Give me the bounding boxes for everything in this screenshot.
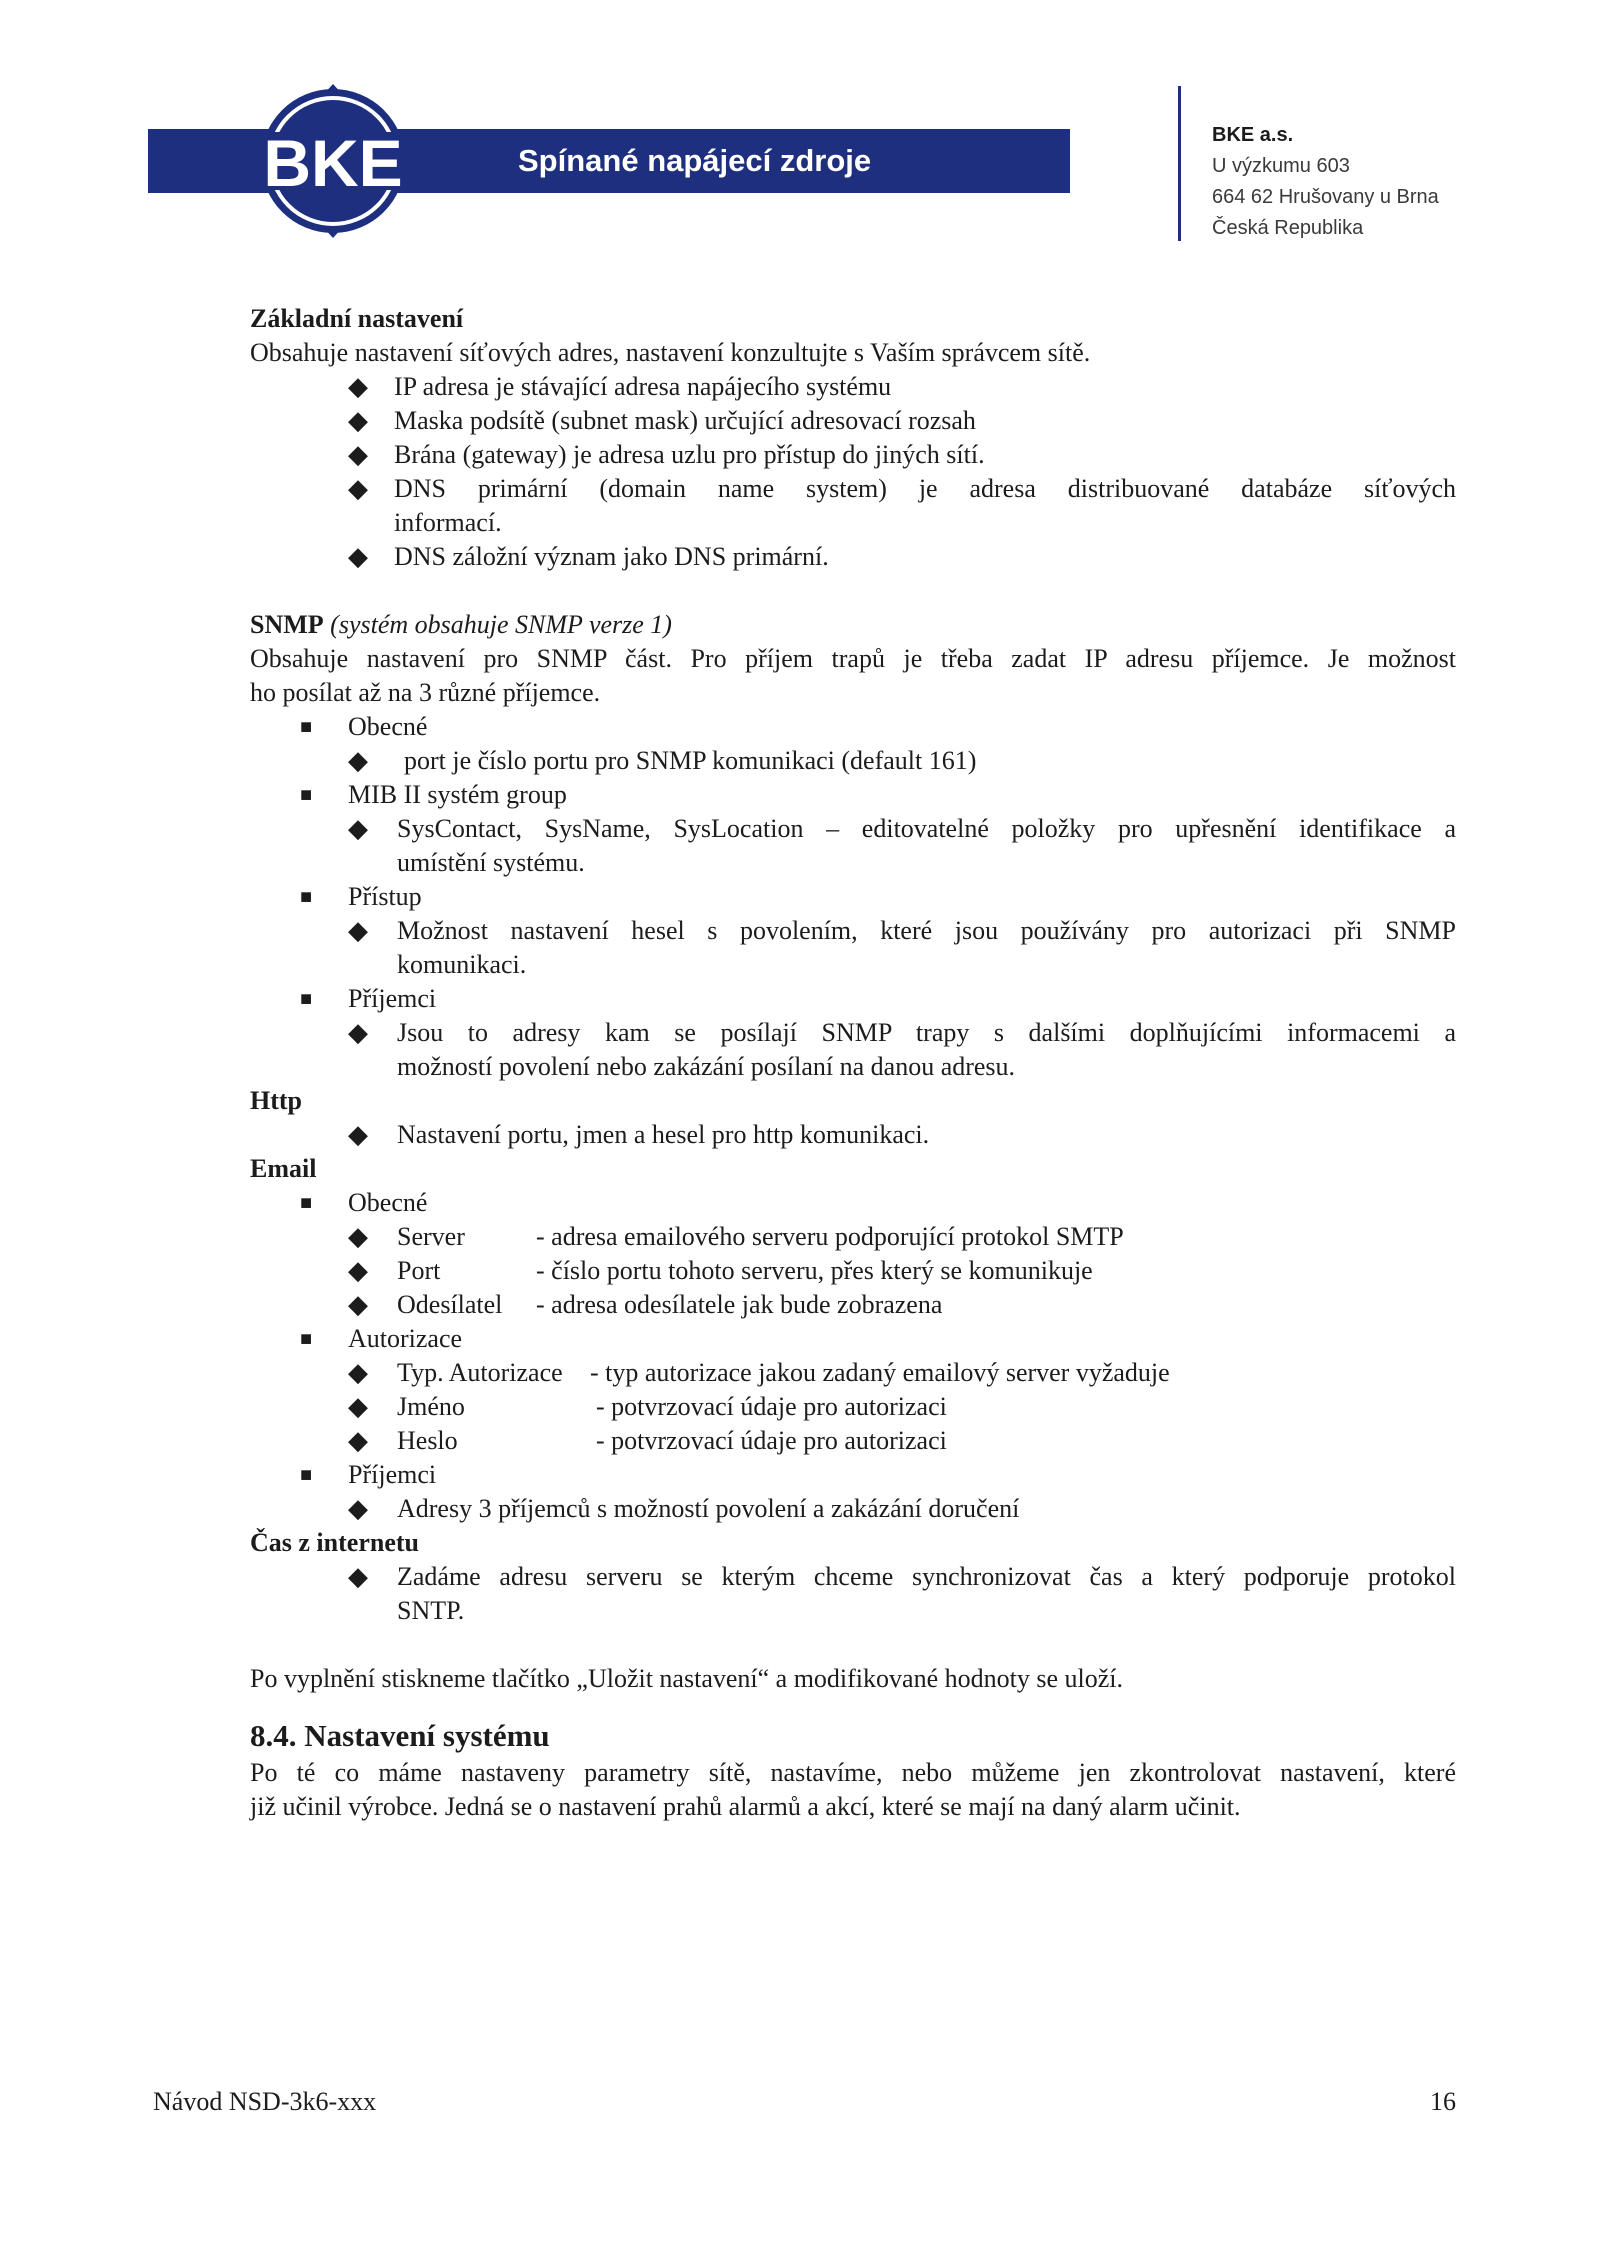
snmp-intro-1: Obsahuje nastavení pro SNMP část. Pro příjem trapů je třeba zadat IP adresu příjemce. Je možnost [250,644,1456,673]
list-item: ◆ Jméno - potvrzovací údaje pro autorizaci [250,1390,1456,1424]
heading-http: Http [250,1086,302,1115]
diamond-bullet-icon: ◆ [348,1120,368,1149]
page-header [0,0,1600,260]
diamond-bullet-icon: ◆ [348,372,368,401]
closing-paragraph: Po vyplnění stiskneme tlačítko „Uložit nastavení“ a modifikované hodnoty se uloží. [250,1664,1123,1693]
diamond-bullet-icon: ◆ [348,440,368,469]
snmp-intro-2: ho posílat až na 3 různé příjemce. [250,678,601,707]
diamond-bullet-icon: ◆ [348,1222,368,1251]
address-country: Česká Republika [1212,217,1364,239]
list-item: ■ MIB II systém group [250,778,1456,812]
page-content [250,302,1456,1824]
list-item-continuation: umístění systému. [397,848,585,877]
list-item: ■ Přístup [250,880,1456,914]
list-item: ◆ DNS záložní význam jako DNS primární. [250,540,1456,574]
square-bullet-icon: ■ [300,1328,313,1350]
list-item-continuation: možností povolení nebo zakázání posílaní na danou adresu. [397,1052,1016,1081]
footer-page-number: 16 [1430,2087,1456,2116]
zakladni-intro: Obsahuje nastavení síťových adres, nastavení konzultujte s Vaším správcem sítě. [250,338,1091,367]
diamond-bullet-icon: ◆ [348,1256,368,1285]
logo-text: BKE [263,126,403,200]
banner-title: Spínané napájecí zdroje [518,143,872,178]
square-bullet-icon: ■ [300,988,313,1010]
list-item: ◆ Možnost nastavení hesel s povolením, které jsou používány pro autorizaci při SNMP [250,914,1456,948]
list-item: ◆ Odesílatel - adresa odesílatele jak bude zobrazena [250,1288,1456,1322]
bke-logo-icon [238,80,428,242]
header-divider [1178,86,1181,241]
square-bullet-icon: ■ [300,1192,313,1214]
list-item-continuation: komunikaci. [397,950,527,979]
list-item: ■ Příjemci [250,1458,1456,1492]
section-paragraph-1: Po té co máme nastaveny parametry sítě, nastavíme, nebo můžeme jen zkontrolovat nastavení, které [250,1758,1456,1787]
diamond-bullet-icon: ◆ [348,1426,368,1455]
list-item: ◆ Zadáme adresu serveru se kterým chceme synchronizovat čas a který podporuje protokol [250,1560,1456,1594]
list-item: ◆ Server - adresa emailového serveru podporující protokol SMTP [250,1220,1456,1254]
list-item: ■ Obecné [250,1186,1456,1220]
diamond-bullet-icon: ◆ [348,474,368,503]
address-city: 664 62 Hrušovany u Brna [1212,186,1439,208]
list-item: ◆ Brána (gateway) je adresa uzlu pro přístup do jiných sítí. [250,438,1456,472]
diamond-bullet-icon: ◆ [348,1494,368,1523]
list-item: ◆ Maska podsítě (subnet mask) určující adresovací rozsah [250,404,1456,438]
list-item: ◆ Heslo - potvrzovací údaje pro autorizaci [250,1424,1456,1458]
list-item: ◆ Jsou to adresy kam se posílají SNMP trapy s dalšími doplňujícími informacemi a [250,1016,1456,1050]
list-item: ◆ Port - číslo portu tohoto serveru, přes který se komunikuje [250,1254,1456,1288]
list-item: ◆ Typ. Autorizace - typ autorizace jakou zadaný emailový server vyžaduje [250,1356,1456,1390]
heading-section-8-4: 8.4. Nastavení systému [250,1718,550,1753]
diamond-bullet-icon: ◆ [348,406,368,435]
diamond-bullet-icon: ◆ [348,916,368,945]
list-item: ■ Autorizace [250,1322,1456,1356]
list-item: ◆ SysContact, SysName, SysLocation – editovatelné položky pro upřesnění identifikace a [250,812,1456,846]
list-item: ◆ DNS primární (domain name system) je adresa distribuované databáze síťových [250,472,1456,506]
footer-doc-name: Návod NSD-3k6-xxx [153,2087,377,2116]
diamond-bullet-icon: ◆ [348,1290,368,1319]
diamond-bullet-icon: ◆ [348,746,368,775]
list-item-continuation: informací. [394,508,502,537]
heading-snmp: SNMP (systém obsahuje SNMP verze 1) [250,610,672,639]
company-name: BKE a.s. [1212,124,1294,146]
heading-zakladni: Základní nastavení [250,304,464,333]
list-item: ◆ IP adresa je stávající adresa napájecího systému [250,370,1456,404]
list-item-continuation: SNTP. [397,1596,465,1625]
list-item: ◆ port je číslo portu pro SNMP komunikaci (default 161) [250,744,1456,778]
square-bullet-icon: ■ [300,716,313,738]
address-street: U výzkumu 603 [1212,155,1350,177]
diamond-bullet-icon: ◆ [348,1562,368,1591]
square-bullet-icon: ■ [300,784,313,806]
list-item: ■ Příjemci [250,982,1456,1016]
diamond-bullet-icon: ◆ [348,1392,368,1421]
diamond-bullet-icon: ◆ [348,814,368,843]
list-item: ◆ Adresy 3 příjemců s možností povolení a zakázání doručení [250,1492,1456,1526]
heading-email: Email [250,1154,317,1183]
diamond-bullet-icon: ◆ [348,542,368,571]
list-item: ◆ Nastavení portu, jmen a hesel pro http komunikaci. [250,1118,1456,1152]
diamond-bullet-icon: ◆ [348,1358,368,1387]
diamond-bullet-icon: ◆ [348,1018,368,1047]
list-item: ■ Obecné [250,710,1456,744]
company-address [1212,120,1439,244]
square-bullet-icon: ■ [300,1464,313,1486]
heading-cas: Čas z internetu [250,1528,419,1557]
square-bullet-icon: ■ [300,886,313,908]
section-paragraph-2: již učinil výrobce. Jedná se o nastavení prahů alarmů a akcí, které se mají na daný alarm učinit. [250,1792,1241,1821]
